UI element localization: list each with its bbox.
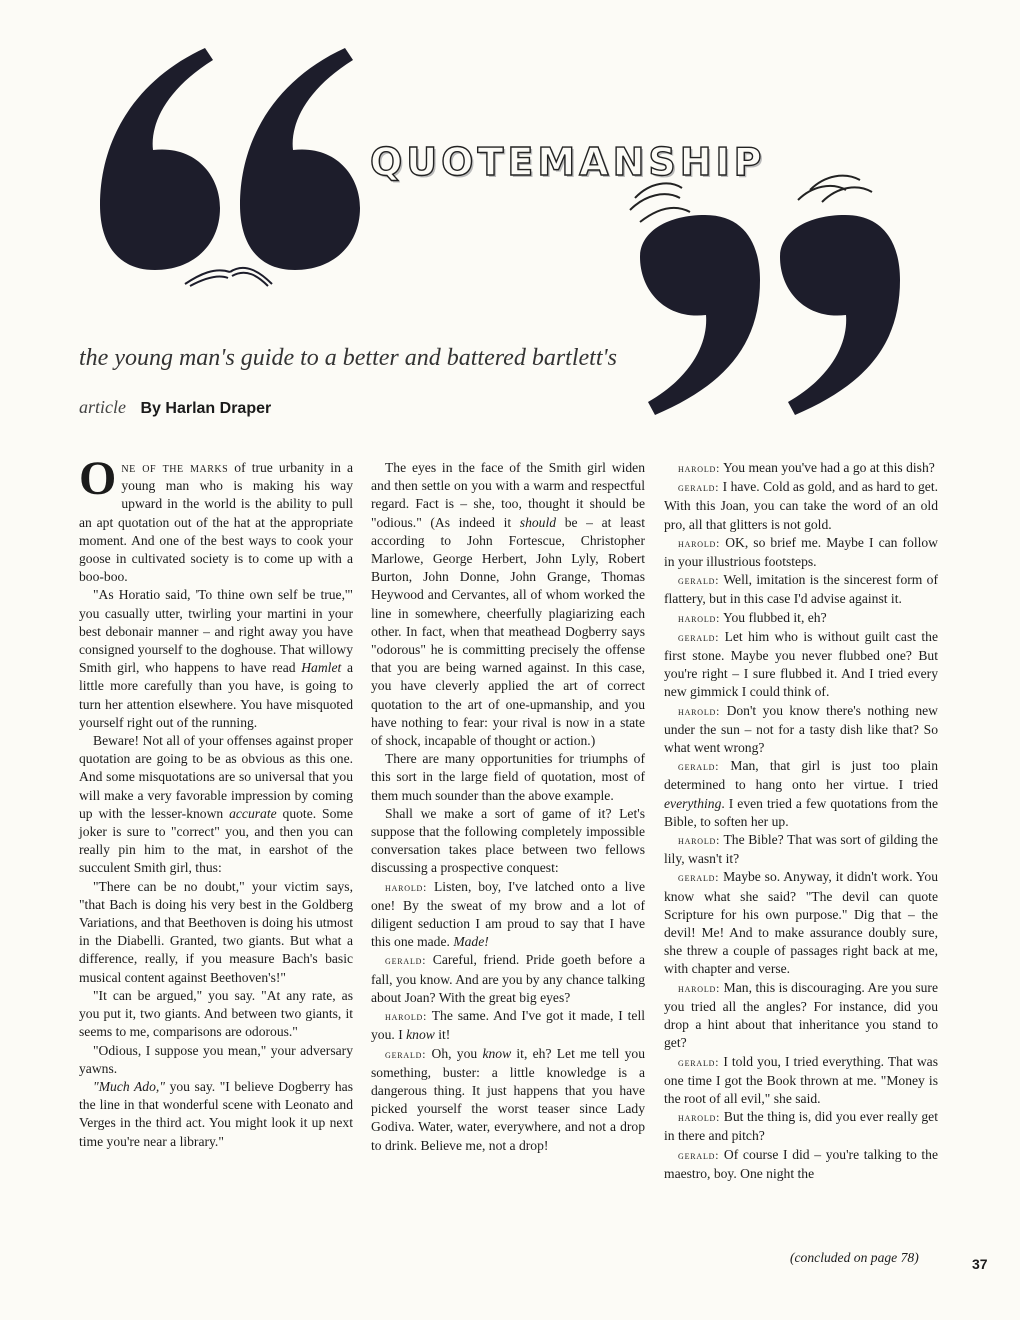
dialogue-line: harold: Listen, boy, I've latched onto a live one! By the sweat of my brow and a lot of diligent seduction I am proud to say that I have this one made. Made! — [371, 878, 645, 950]
dialogue-line: harold: You mean you've had a go at this dish? — [678, 460, 935, 475]
dialogue-line: gerald: Well, imitation is the sincerest form of flattery, but in this case I'd advise against it. — [664, 572, 938, 607]
dialogue-line: harold: But the thing is, did you ever really get in there and pitch? — [664, 1109, 938, 1144]
dialogue-line: gerald: Of course I did – you're talking to the maestro, boy. One night the — [664, 1146, 938, 1181]
paragraph: "Much Ado," you say. "I believe Dogberry has the line in that wonderful scene with Leonato and Verges in the third act. You might look it up next time you're near a library." — [79, 1078, 353, 1149]
text-column-3 — [664, 459, 938, 1183]
dialogue-line: gerald: Let him who is without guilt cast the first stone. Maybe you never flubbed one? But you're right – I sure flubbed it. And I tried every new gimmick I could think of. — [664, 628, 938, 700]
dialogue-line: harold: Don't you know there's nothing new under the sun – not for a tasty dish like that? So what went wrong? — [664, 702, 938, 756]
dialogue-line: gerald: I have. Cold as gold, and as hard to get. With this Joan, you can take the word of an old pro, all that glitters is not gold. — [664, 479, 938, 532]
open-quotation-marks-icon — [95, 40, 365, 270]
mustache-icon — [180, 252, 275, 292]
paragraph: "Odious, I suppose you mean," your adversary yawns. — [79, 1042, 353, 1076]
text-column-1 — [79, 452, 353, 1151]
paragraph: Beware! Not all of your offenses against proper quotation are going to be as obvious as this one. And some misquotations are so universal that you will make a very favorable impression by coming up with the lesser-known accurate quote. Some joker is sure to "correct" you, and then you can really pin him to the mat, in earshot of the succulent Smith girl, thus: — [79, 733, 353, 876]
dialogue-line: harold: You flubbed it, eh? — [678, 609, 827, 625]
dialogue-line: gerald: Man, that girl is just too plain determined to hang onto her virtue. I tried everything. I even tried a few quotations from the Bible, to soften her up. — [664, 758, 938, 829]
paragraph: The eyes in the face of the Smith girl widen and then settle on you with a warm and respectful regard. Fact is – she, too, thought it should be "odious." (As indeed it should be – at least according to John Fortescue, Christopher Marlowe, George Herbert, John Lyly, Robert Burton, John Donne, John Grange, Thomas Heywood and Cervantes, all of whom worked the line in somewhere, cheerfully plagiarizing each other. In fact, when that meathead Dogberry says "odorous" he is committing precisely the offense that you are being warned against. In this case, you have cleverly applied the art of correct quotation to the art of one-upmanship, and you have nothing to fear: your rival is now in a state of shock, incapable of thought or action.) — [371, 460, 645, 749]
paragraph: "It can be argued," you say. "At any rate, as you put it, two giants. And between two giants, it seems to me, comparisons are odorous." — [79, 987, 353, 1040]
byline — [79, 397, 271, 418]
dialogue-line: harold: The Bible? That was sort of gilding the lily, wasn't it? — [664, 832, 938, 867]
dialogue-line: harold: OK, so brief me. Maybe I can follow in your illustrious footsteps. — [664, 534, 938, 570]
close-quotation-marks-icon — [610, 170, 920, 420]
article-title: QUOTEMANSHIP — [370, 140, 766, 184]
paragraph: One of the marks of true urbanity in a young man who is making his way upward in the world is the ability to pull an apt quotation out of the hat at the appropriate moment. And one of the best ways to cook your goose in cultivated society is to come up with a boo-boo. — [79, 452, 353, 585]
paragraph: "As Horatio said, 'To thine own self be true,'" you casually utter, twirling your martini in your best debonair manner – and right away you have consigned yourself to the doghouse. That willowy Smith girl, who happens to have read Hamlet a little more carefully than you have, is going to turn her attention elsewhere. You have misquoted yourself right out of the running. — [79, 587, 353, 730]
dialogue-line: gerald: Careful, friend. Pride goeth before a fall, you know. And are you by any chance talking about Joan? With the great big eyes? — [371, 952, 645, 1005]
continued-note: (concluded on page 78) — [790, 1250, 919, 1265]
dialogue-line: harold: The same. And I've got it made, I tell you. I know it! — [371, 1008, 645, 1043]
paragraph: "There can be no doubt," your victim says, "that Bach is doing his very best in the Goldberg Variations, and that Beethoven is doing his utmost in the Diabelli. Granted, two giants. But what a difference, really, if you measure Bach's basic musical content against Beethoven's!" — [79, 878, 353, 985]
dialogue-line: harold: Man, this is discouraging. Are you sure you tried all the angles? For instance, did you drop a hint about that inheritance you stand to get? — [664, 979, 938, 1051]
paragraph: There are many opportunities for triumphs of this sort in the large field of quotation, most of them much sounder than the above example. — [371, 751, 645, 803]
text-column-2 — [371, 459, 645, 1155]
article-subtitle: the young man's guide to a better and battered bartlett's — [79, 345, 617, 371]
byline-kind: article — [79, 397, 126, 417]
page-number: 37 — [972, 1256, 988, 1272]
dialogue-line: gerald: Maybe so. Anyway, it didn't work. You know what she said? "The devil can quote Scripture for his own purpose." Dig that – the devil! Me! And to make assurance doubly sure, she threw a couple of passages right back at me, with chapter and verse. — [664, 869, 938, 977]
paragraph: Shall we make a sort of game of it? Let's suppose that the following completely impossible conversation takes place between two fellows discussing a prospective conquest: — [371, 805, 645, 876]
dialogue-line: gerald: I told you, I tried everything. That was one time I got the Book thrown at me. "Money is the root of all evil," she said. — [664, 1053, 938, 1106]
drop-cap: O — [79, 452, 117, 505]
dialogue-line: gerald: Oh, you know it, eh? Let me tell you something, buster: a little knowledge is a dangerous thing. It just happens that you have picked yourself the worst teaser since Lady Godiva. Water, water, everywhere, and not a drop to drink. Believe me, not a drop! — [371, 1045, 645, 1153]
byline-author: By Harlan Draper — [140, 400, 272, 417]
